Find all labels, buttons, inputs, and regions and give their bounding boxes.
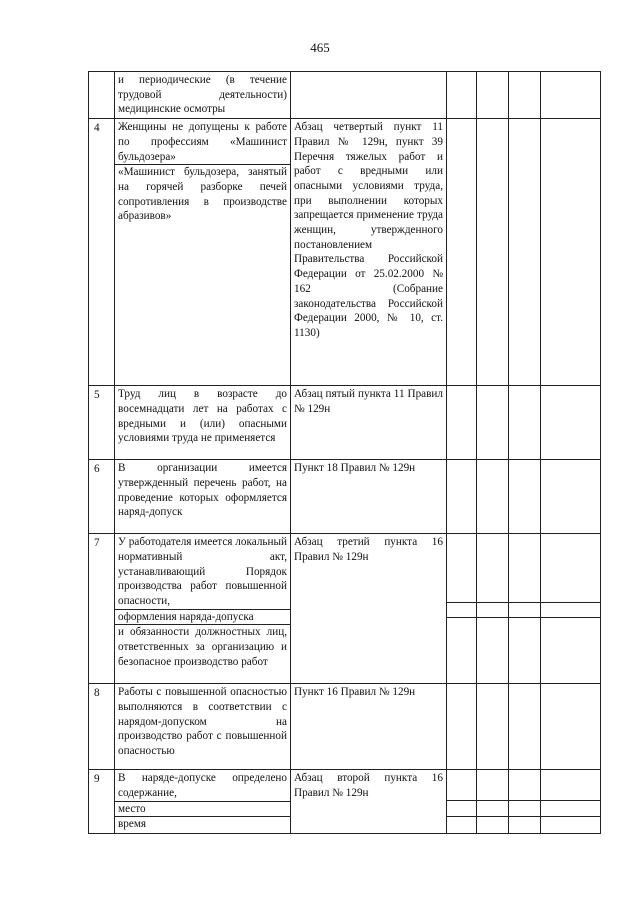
requirement-cell — [115, 534, 291, 684]
answer-cell — [447, 534, 477, 684]
row-number — [89, 72, 115, 119]
row-number: 7 — [89, 534, 115, 684]
table-row — [89, 534, 601, 684]
answer-cell — [477, 386, 509, 460]
row-number: 8 — [89, 684, 115, 770]
requirement-part: В наряде-допуске определено содержание, — [118, 772, 287, 799]
requirement-cell: В организации имеется утвержденный перечень работ, на проведение которых оформляется наряд-допуск — [115, 460, 291, 534]
requirement-part: «Машинист бульдозера, занятый на горячей разборке печей сопротивления в производстве абразивов» — [118, 166, 287, 223]
requirement-part: и обязанности должностных лиц, ответственных за организацию и безопасное производство работ — [118, 626, 287, 668]
answer-cell — [541, 770, 601, 834]
answer-cell — [509, 684, 541, 770]
answer-cell — [447, 386, 477, 460]
reference-cell: Абзац пятый пункта 11 Правил № 129н — [291, 386, 447, 460]
answer-cell — [541, 386, 601, 460]
answer-cell — [509, 72, 541, 119]
answer-cell — [477, 72, 509, 119]
row-number: 6 — [89, 460, 115, 534]
requirement-cell: Работы с повышенной опасностью выполняются в соответствии с нарядом-допуском на производство работ с повышенной опасностью — [115, 684, 291, 770]
table-row — [89, 386, 601, 460]
requirement-part: место — [118, 802, 146, 815]
reference-cell: Пункт 18 Правил № 129н — [291, 460, 447, 534]
answer-cell — [509, 386, 541, 460]
answer-cell — [541, 460, 601, 534]
requirement-part: оформления наряда-допуска — [118, 610, 254, 623]
requirement-part: время — [118, 818, 147, 831]
answer-cell — [477, 534, 509, 684]
reference-cell: Абзац третий пункта 16 Правил № 129н — [291, 534, 447, 684]
answer-cell — [509, 770, 541, 834]
page-number: 465 — [310, 40, 330, 55]
reference-cell: Абзац второй пункта 16 Правил № 129н — [291, 770, 447, 834]
reference-cell — [291, 72, 447, 119]
table-row — [89, 72, 601, 119]
answer-cell — [541, 72, 601, 119]
requirement-cell: Труд лиц в возрасте до восемнадцати лет на работах с вредными и (или) опасными условиями труда не применяется — [115, 386, 291, 460]
checklist-table — [88, 71, 601, 834]
answer-cell — [477, 684, 509, 770]
answer-cell — [447, 119, 477, 386]
table-row — [89, 119, 601, 386]
answer-cell — [447, 460, 477, 534]
requirement-cell: и периодические (в течение трудовой деятельности) медицинские осмотры — [115, 72, 291, 119]
table-row — [89, 770, 601, 834]
answer-cell — [477, 770, 509, 834]
answer-cell — [477, 460, 509, 534]
requirement-cell — [115, 770, 291, 834]
answer-cell — [509, 460, 541, 534]
answer-cell — [447, 72, 477, 119]
answer-cell — [447, 684, 477, 770]
table-row — [89, 460, 601, 534]
answer-cell — [541, 119, 601, 386]
reference-cell: Абзац четвертый пункт 11 Правил № 129н, пункт 39 Перечня тяжелых работ и работ с вредными или опасными условиями труда, при выполнении которых запрещается применение труда женщин, утвержденного постановлением Правительства Российской Федерации от 25.02.2000 № 162 (Собрание законодательства Российской Федерации 2000, № 10, ст. 1130) — [291, 119, 447, 386]
answer-cell — [447, 770, 477, 834]
answer-cell — [541, 684, 601, 770]
answer-cell — [509, 534, 541, 684]
answer-cell — [477, 119, 509, 386]
reference-cell: Пункт 16 Правил № 129н — [291, 684, 447, 770]
answer-cell — [509, 119, 541, 386]
requirement-part: У работодателя имеется локальный нормативный акт, устанавливающий Порядок производства работ повышенной опасности, — [118, 536, 287, 607]
requirement-cell — [115, 119, 291, 386]
row-number: 4 — [89, 119, 115, 386]
table-row — [89, 684, 601, 770]
row-number: 9 — [89, 770, 115, 834]
answer-cell — [541, 534, 601, 684]
row-number: 5 — [89, 386, 115, 460]
requirement-part: Женщины не допущены к работе по профессиям «Машинист бульдозера» — [118, 121, 287, 163]
